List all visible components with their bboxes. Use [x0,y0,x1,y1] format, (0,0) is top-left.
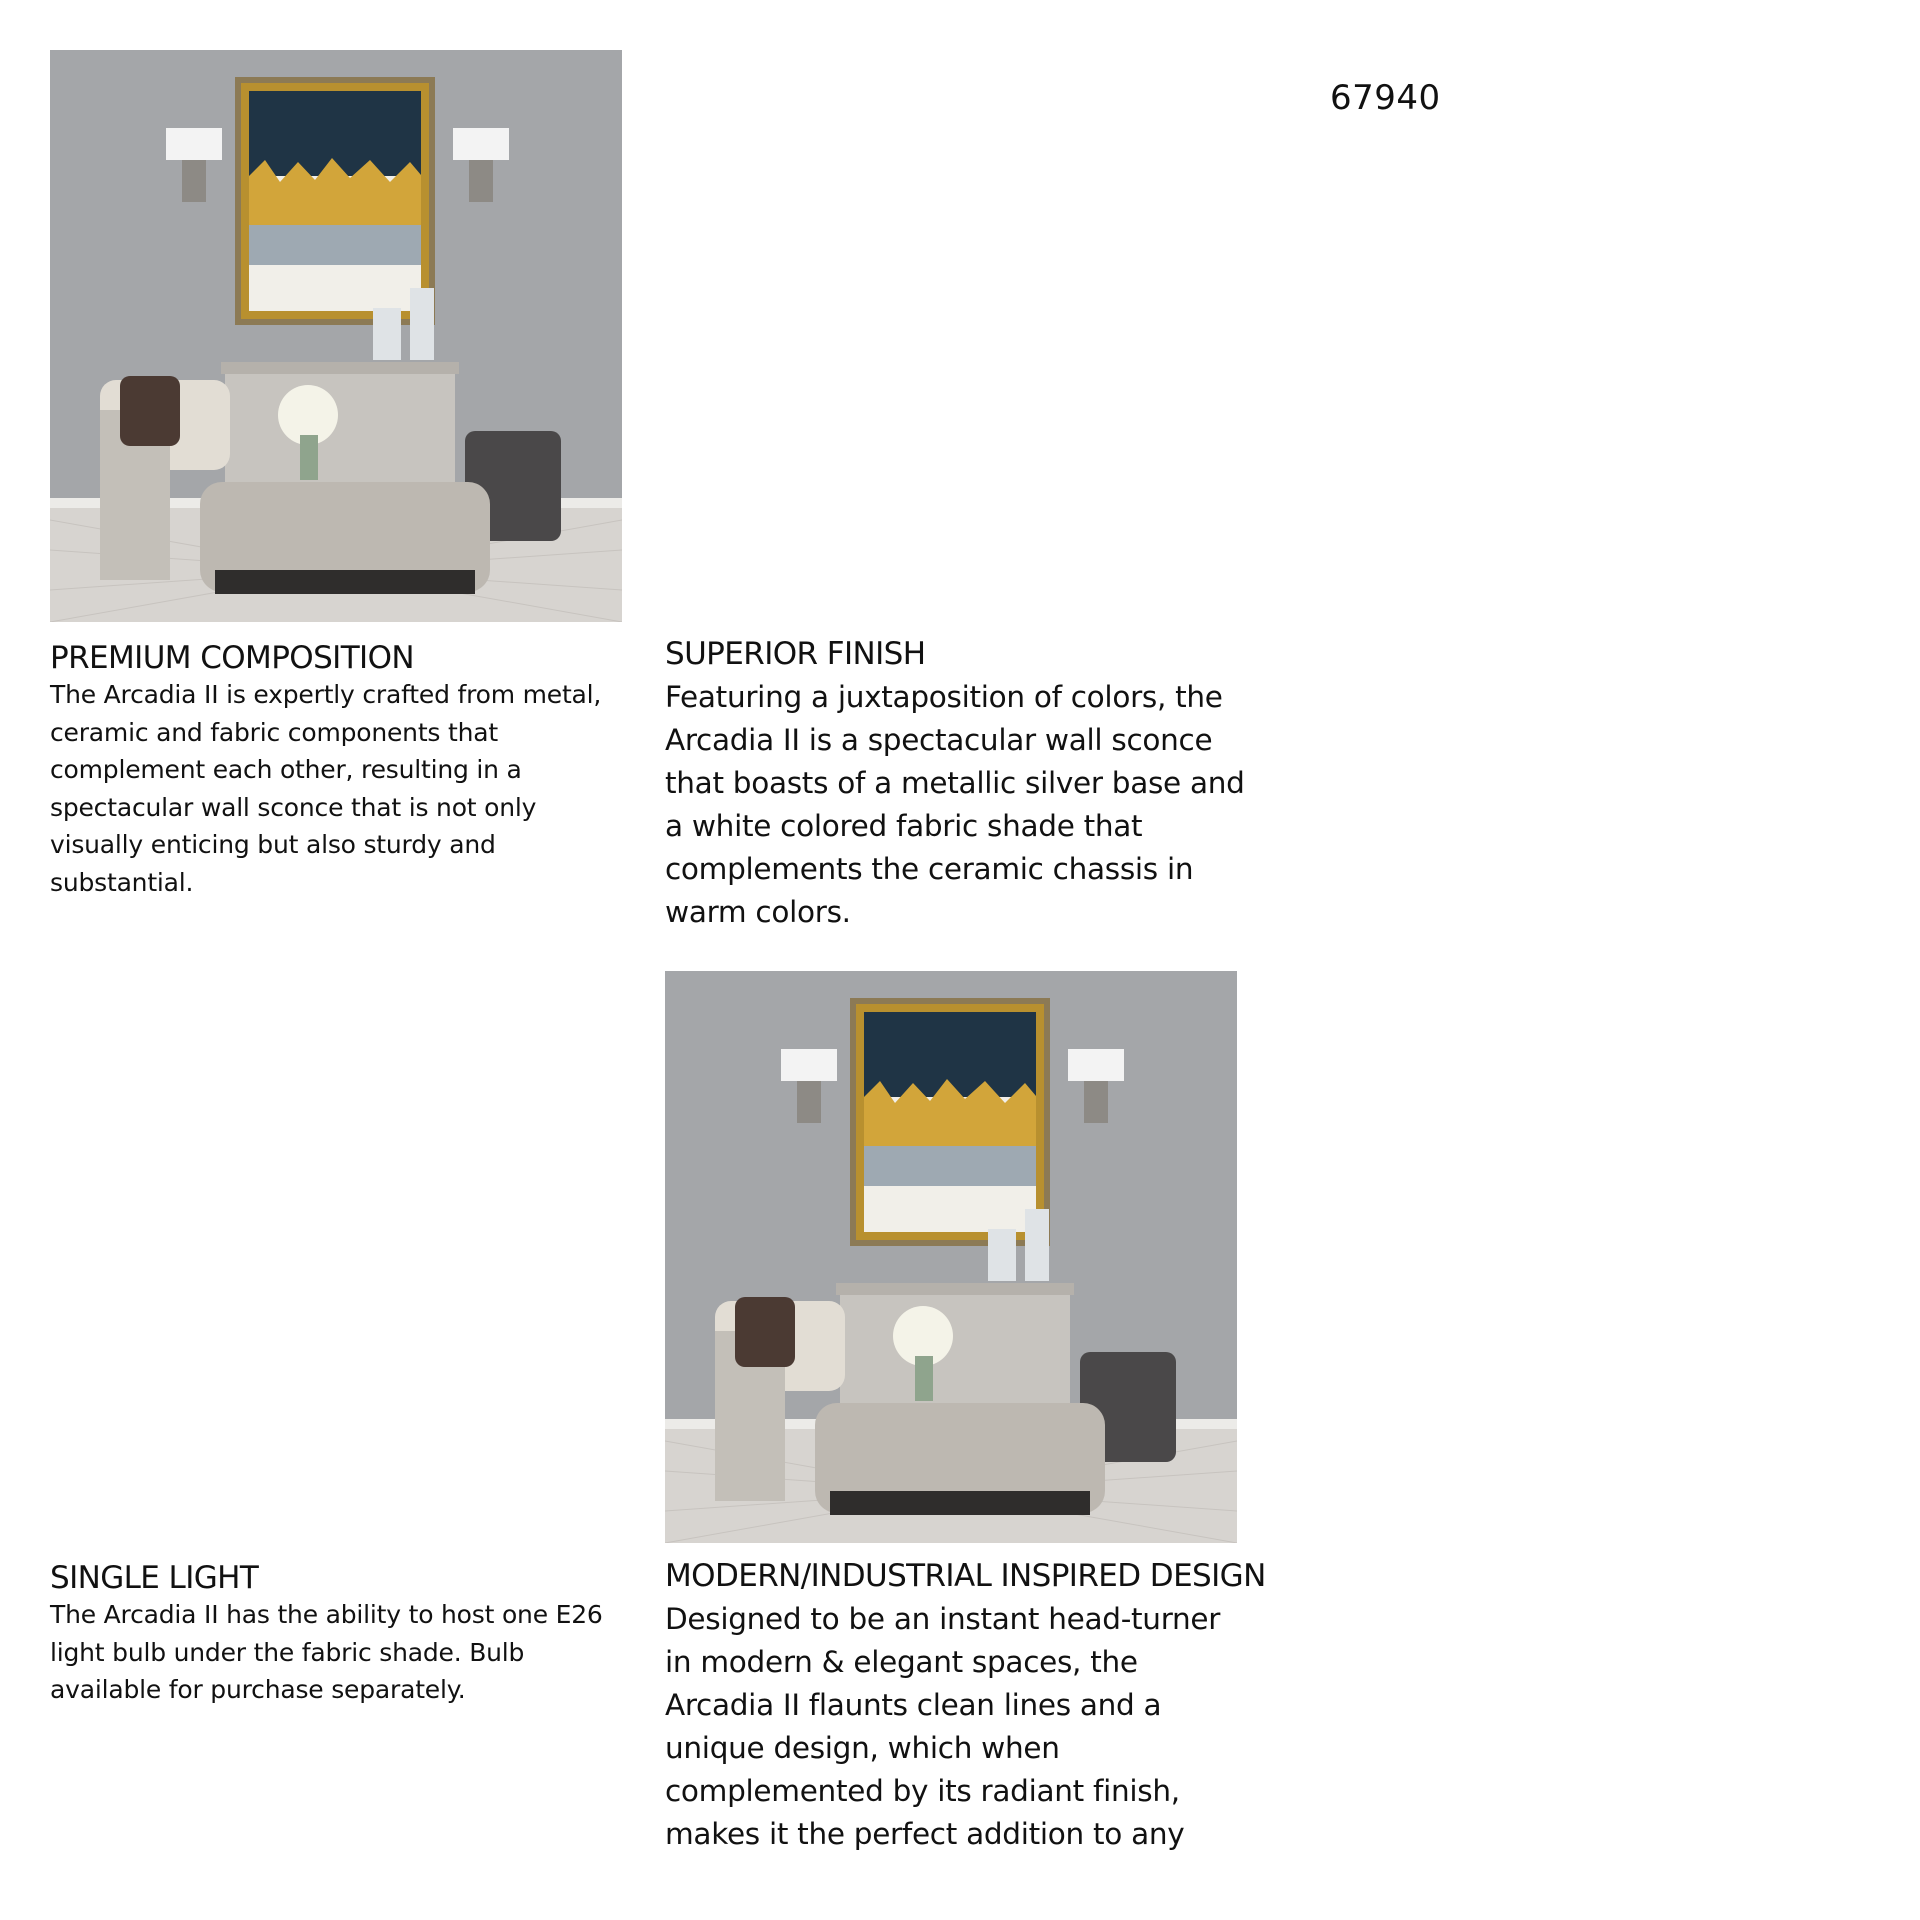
body-line: makes it the perfect addition to any [665,1817,1185,1851]
product-sku: 67940 [1330,78,1441,118]
single-light-section [50,1560,640,1709]
body-line: light bulb under the fabric shade. Bulb [50,1637,525,1667]
room-scene-illustration [50,50,622,622]
body-line: complemented by its radiant finish, [665,1774,1180,1808]
body-line: complement each other, resulting in a [50,755,522,784]
body-line: ceramic and fabric components that [50,717,498,747]
section-heading: MODERN/INDUSTRIAL INSPIRED DESIGN [665,1558,1266,1594]
modern-industrial-design-section [665,1558,1385,1856]
body-line: Arcadia II flaunts clean lines and a [665,1688,1162,1722]
body-line: spectacular wall sconce that is not only [50,792,537,822]
room-scene-photo [665,971,1237,1543]
body-line: unique design, which when [665,1731,1060,1765]
body-line: complements the ceramic chassis in [665,852,1194,886]
body-line: Arcadia II is a spectacular wall sconce [665,723,1213,757]
section-heading: SINGLE LIGHT [50,1560,259,1596]
room-scene-photo [50,50,622,622]
body-line: visually enticing but also sturdy and [50,830,496,859]
premium-composition-section [50,640,625,901]
section-body [665,1598,1385,1856]
section-body [50,676,625,901]
section-heading: PREMIUM COMPOSITION [50,640,414,676]
room-scene-illustration [665,971,1237,1543]
body-line: The Arcadia II is expertly crafted from metal, [50,680,602,709]
section-body [665,676,1265,934]
section-heading: SUPERIOR FINISH [665,636,926,672]
body-line: a white colored fabric shade that [665,809,1143,843]
superior-finish-section [665,636,1265,934]
section-body [50,1596,640,1709]
body-line: warm colors. [665,895,851,929]
body-line: available for purchase separately. [50,1675,466,1704]
body-line: The Arcadia II has the ability to host one E26 [50,1600,603,1629]
body-line: substantial. [50,867,194,897]
body-line: that boasts of a metallic silver base and [665,766,1245,800]
body-line: Featuring a juxtaposition of colors, the [665,680,1223,714]
body-line: Designed to be an instant head-turner [665,1602,1221,1636]
body-line: in modern & elegant spaces, the [665,1645,1138,1679]
